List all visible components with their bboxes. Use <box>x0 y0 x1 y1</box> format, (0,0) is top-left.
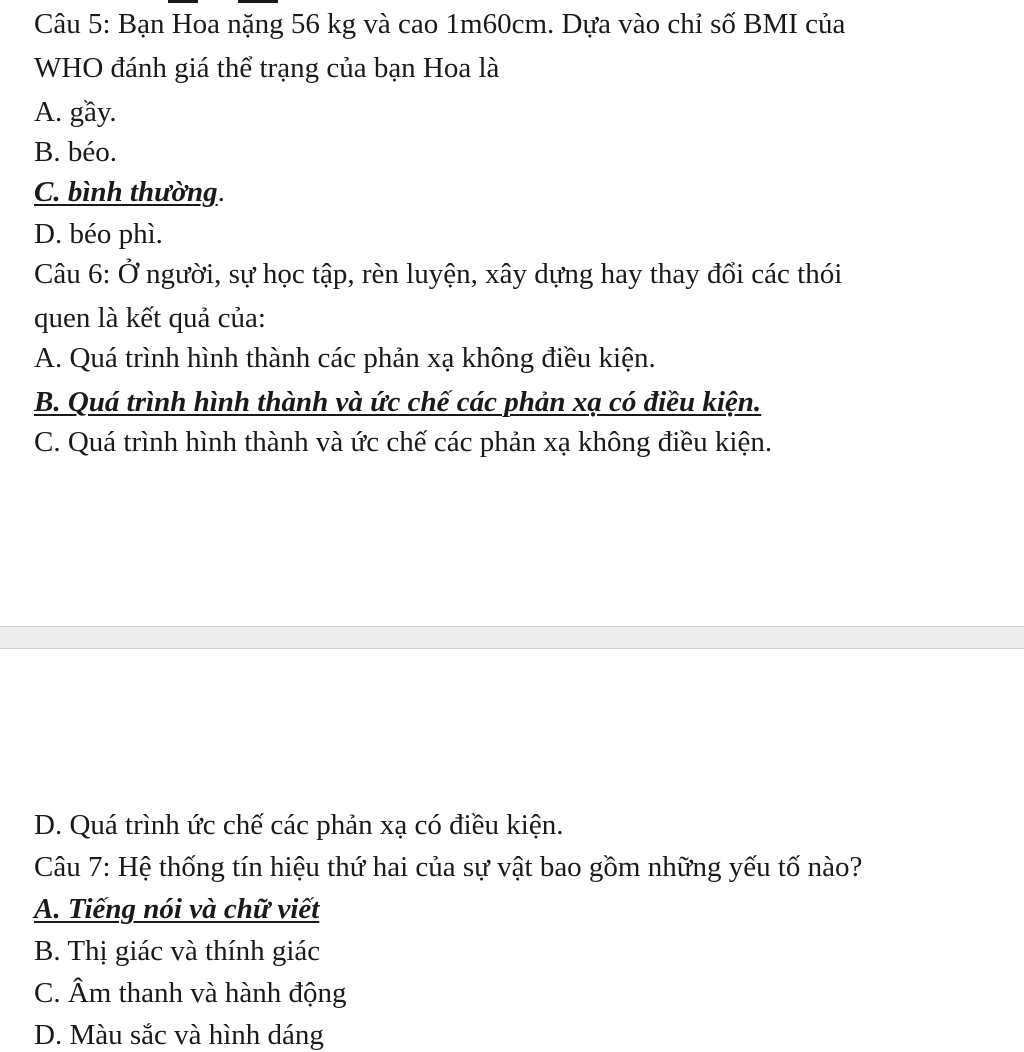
cropped-text-fragment <box>238 0 278 3</box>
q5-option-c-period: . <box>217 176 225 208</box>
q7-correct-answer: A. Tiếng nói và chữ viết <box>34 893 320 925</box>
q5-correct-answer: C. bình thường <box>34 176 218 208</box>
q7-option-d: D. Màu sắc và hình dáng <box>34 1019 324 1051</box>
q5-option-a: A. gầy. <box>34 96 117 128</box>
document-page-2 <box>0 649 1024 1052</box>
q7-stem: Câu 7: Hệ thống tín hiệu thứ hai của sự vật bao gồm những yếu tố nào? <box>34 851 863 883</box>
q5-option-b: B. béo. <box>34 136 117 168</box>
q6-correct-answer: B. Quá trình hình thành và ức chế các phản xạ có điều kiện. <box>34 386 762 418</box>
q6-option-c: C. Quá trình hình thành và ức chế các phản xạ không điều kiện. <box>34 426 773 458</box>
cropped-text-fragment <box>168 0 198 3</box>
q7-option-a <box>34 891 319 927</box>
q5-option-c <box>34 174 225 210</box>
q6-stem-line2: quen là kết quả của: <box>34 302 266 334</box>
q5-option-d: D. béo phì. <box>34 218 163 250</box>
q6-stem-line1: Câu 6: Ở người, sự học tập, rèn luyện, xây dựng hay thay đổi các thói <box>34 258 843 290</box>
q6-option-a: A. Quá trình hình thành các phản xạ không điều kiện. <box>34 342 656 374</box>
q7-option-b: B. Thị giác và thính giác <box>34 935 321 967</box>
q6-option-d: D. Quá trình ức chế các phản xạ có điều kiện. <box>34 809 564 841</box>
page-separator <box>0 626 1024 649</box>
q7-option-c: C. Âm thanh và hành động <box>34 977 347 1009</box>
q5-stem-line2: WHO đánh giá thể trạng của bạn Hoa là <box>34 52 500 84</box>
q6-option-b <box>34 384 761 420</box>
q5-stem-line1: Câu 5: Bạn Hoa nặng 56 kg và cao 1m60cm. Dựa vào chỉ số BMI của <box>34 8 846 40</box>
